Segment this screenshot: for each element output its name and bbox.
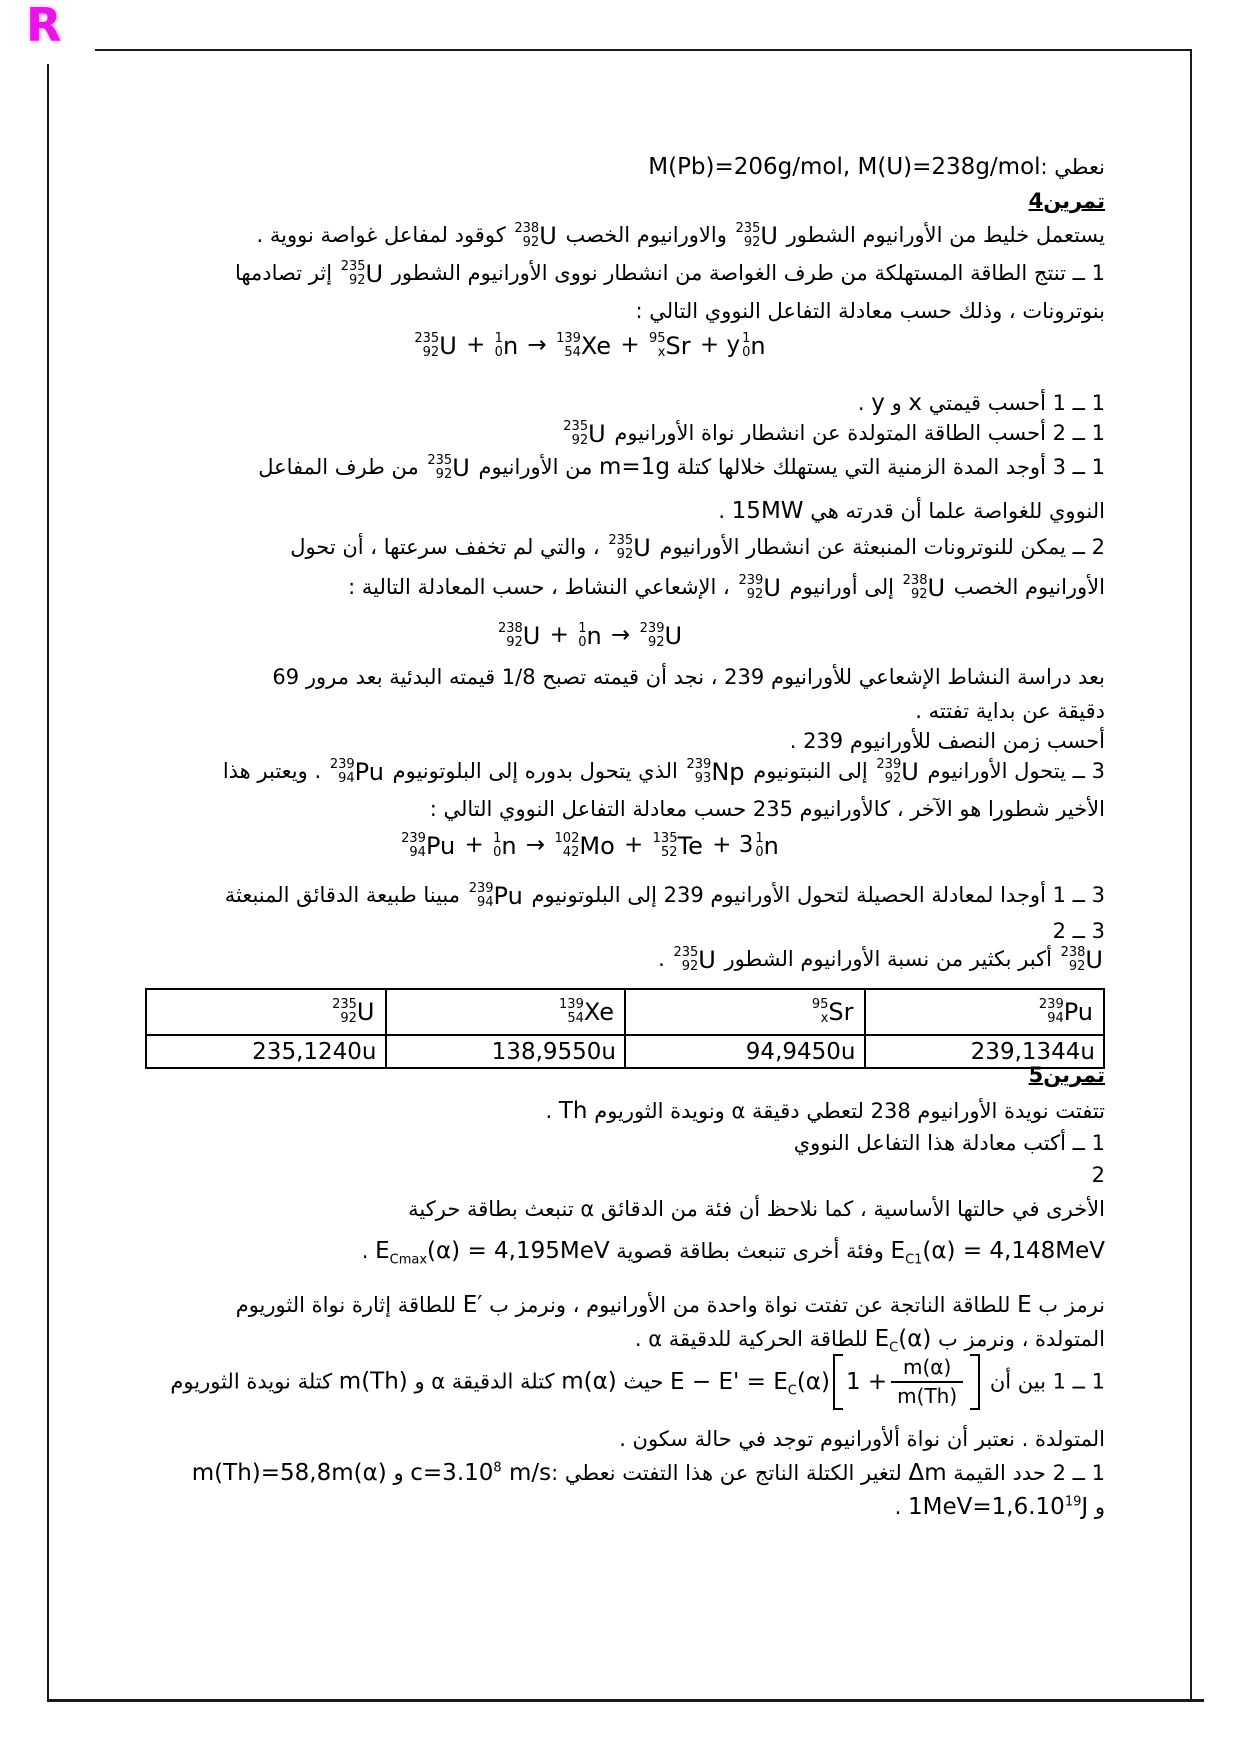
element-symbol: Pu bbox=[1063, 998, 1093, 1026]
ex5-energies bbox=[75, 1234, 1105, 1270]
ex4-activity-text bbox=[75, 662, 1105, 694]
ex4-q1-1 bbox=[75, 386, 1105, 421]
atomic-number: 0 bbox=[755, 844, 764, 860]
nuclide bbox=[493, 832, 517, 859]
ex5-intro bbox=[75, 1094, 1105, 1129]
text-run: 1 ــ 1 أحسب قيمتي bbox=[922, 391, 1105, 415]
atomic-number: 94 bbox=[476, 895, 494, 910]
text-run: ، الإشعاعي النشاط ، حسب المعادلة التالية : bbox=[348, 575, 737, 599]
nuclide-numbers bbox=[401, 832, 426, 859]
mass-number: 239 bbox=[468, 881, 494, 897]
brand-logo: R bbox=[26, 0, 62, 52]
ex4-q1-3 bbox=[75, 450, 1105, 485]
element-symbol: Xe bbox=[580, 331, 612, 360]
isotope-mass-cell: 239,1344u bbox=[865, 1035, 1105, 1068]
math-group: $c=3.10^8$ m/s bbox=[410, 1460, 552, 1486]
nuclide-numbers bbox=[555, 832, 580, 859]
atomic-number: 94 bbox=[338, 771, 355, 786]
mass-number: 238 bbox=[1060, 945, 1086, 961]
nuclide bbox=[812, 998, 854, 1025]
nuclide-numbers bbox=[495, 332, 503, 359]
ex4-intro bbox=[75, 220, 1105, 252]
atomic-number: 0 bbox=[578, 634, 587, 650]
fraction-numerator: m(α) bbox=[891, 1354, 963, 1383]
element-symbol: Np bbox=[711, 758, 745, 786]
isotope-header-cell bbox=[146, 989, 386, 1035]
nuclide-numbers bbox=[687, 758, 712, 785]
mass-number: 235 bbox=[427, 453, 453, 469]
element-symbol: n bbox=[586, 621, 602, 650]
ex5-notation bbox=[75, 1288, 1105, 1323]
element-symbol: Pu bbox=[425, 831, 456, 860]
text-run: للطاقة الناتجة عن تفتت نواة واحدة من الأورانيوم ، ونرمز ب bbox=[482, 1293, 1018, 1317]
nuclide-numbers bbox=[330, 758, 355, 785]
mass-number: 238 bbox=[902, 573, 928, 589]
table-value-row bbox=[146, 1035, 1104, 1068]
text-run: المتولدة . نعتبر أن نواة ألأورانيوم توجد في حالة سكون . bbox=[619, 1427, 1105, 1451]
mass-number: 235 bbox=[332, 997, 357, 1013]
text-run: تمرين4 bbox=[1028, 189, 1105, 213]
isotope-header-cell bbox=[386, 989, 626, 1035]
bracket-group: 1 + $\frac{m(\alpha)}{m(Th)}$ bbox=[833, 1354, 980, 1410]
mass-number: 1 bbox=[742, 330, 751, 346]
math-group: Δm bbox=[908, 1460, 947, 1486]
atomic-number: 92 bbox=[647, 634, 665, 650]
isotope-mass-table bbox=[145, 988, 1105, 1069]
mass-number: 239 bbox=[876, 757, 902, 773]
latin-run: m=1g bbox=[599, 454, 670, 480]
atomic-number: 92 bbox=[422, 344, 440, 360]
text-run: نعطي : bbox=[1040, 155, 1105, 179]
text-run: كتلة نويدة الثوريوم bbox=[170, 1369, 339, 1394]
ex5-q1-2 bbox=[75, 1456, 1105, 1491]
nuclide-numbers bbox=[653, 832, 678, 859]
nuclide-numbers bbox=[1039, 998, 1064, 1025]
text-run: 3 ــ يتحول الأورانيوم bbox=[920, 759, 1105, 783]
text-run: المتولدة ، ونرمز ب bbox=[931, 1327, 1105, 1351]
nuclide bbox=[514, 222, 556, 249]
fraction bbox=[891, 1354, 963, 1410]
right-bracket bbox=[970, 1354, 980, 1410]
text-run: والاورانيوم الخصب bbox=[558, 223, 734, 247]
nuclide-numbers bbox=[578, 622, 586, 649]
math-group: m(α) bbox=[561, 1368, 617, 1395]
isotope-mass-cell: 138,9550u bbox=[386, 1035, 626, 1068]
mass-number: 239 bbox=[639, 620, 665, 636]
mass-number: 235 bbox=[608, 533, 634, 549]
text-run: الذي يتحول بدوره إلى البلوتونيوم bbox=[385, 759, 685, 783]
nuclide bbox=[414, 332, 456, 359]
nuclide bbox=[555, 832, 615, 859]
element-symbol: U bbox=[588, 420, 606, 448]
latin-run: 15MW bbox=[731, 498, 804, 524]
atomic-number: x bbox=[820, 1011, 829, 1026]
isotope-header-cell bbox=[625, 989, 865, 1035]
text-run: . bbox=[857, 391, 872, 415]
text-run: 1 ــ تنتج الطاقة المستهلكة من طرف الغواصة من انشطار نووى الأورانيوم الشطور bbox=[385, 261, 1105, 285]
text-run: يستعمل خليط من الأورانيوم الشطور bbox=[779, 223, 1105, 247]
text-run: كتلة الدقيقة α و bbox=[407, 1369, 562, 1394]
text-run: . bbox=[361, 1239, 376, 1263]
mass-number: 235 bbox=[340, 259, 366, 275]
text-run: تتفتت نويدة الأورانيوم 238 لتعطي دقيقة α ونويدة الثوريوم bbox=[587, 1099, 1105, 1123]
latin-run: E′ bbox=[462, 1292, 483, 1318]
subscript: C bbox=[889, 1340, 899, 1356]
atomic-number: 0 bbox=[742, 344, 751, 360]
text-run: 3 ــ 1 أوجدا لمعادلة الحصيلة لتحول الأورانيوم 239 إلى البلوتونيوم bbox=[524, 883, 1105, 907]
math-group: $E_C(\alpha)$ bbox=[874, 1326, 932, 1356]
mass-number: 235 bbox=[414, 330, 440, 346]
atomic-number: 0 bbox=[494, 344, 503, 360]
nuclide bbox=[1061, 946, 1103, 973]
text-run: تمرين5 bbox=[1028, 1063, 1105, 1087]
nuclide bbox=[427, 454, 469, 481]
element-symbol: U bbox=[539, 222, 557, 250]
nuclide bbox=[563, 420, 605, 447]
nuclide bbox=[673, 946, 715, 973]
element-symbol: U bbox=[901, 758, 919, 786]
atomic-number: 92 bbox=[910, 587, 928, 602]
latin-run: M(Pb)=206g/mol, M(U)=238g/mol bbox=[648, 154, 1041, 180]
text-run: 1 ــ 2 حدد القيمة bbox=[946, 1461, 1105, 1485]
nuclide-numbers bbox=[469, 882, 494, 909]
atomic-number: 54 bbox=[564, 344, 581, 360]
math-group: $E - E' = E_C(\alpha)$ 1 + $\frac{m(\alpha)}{m(Th)}$ bbox=[670, 1369, 983, 1395]
given-molar-masses bbox=[75, 150, 1105, 185]
mass-number: 235 bbox=[563, 419, 589, 435]
mass-number: 239 bbox=[1038, 997, 1064, 1013]
atomic-number: 54 bbox=[567, 1011, 584, 1026]
ex5-q1-2-cont bbox=[75, 1490, 1105, 1525]
text-run: إلى النبتونيوم bbox=[746, 759, 875, 783]
nuclide-numbers bbox=[556, 332, 581, 359]
atomic-number: 52 bbox=[660, 844, 678, 860]
nuclide bbox=[903, 574, 945, 601]
nuclide bbox=[653, 832, 703, 859]
mass-number: 102 bbox=[554, 830, 580, 846]
mass-number: 1 bbox=[494, 330, 503, 346]
atomic-number: 92 bbox=[884, 771, 902, 786]
math-group: 239 94 Pu + 1 0 n → 102 42 Mo + 135 52 Te + 3 1 0 n bbox=[401, 830, 779, 860]
fraction-denominator: m(Th) bbox=[897, 1384, 958, 1408]
text-run: أحسب زمن النصف للأورانيوم 239 . bbox=[789, 729, 1105, 753]
mass-number: 95 bbox=[648, 330, 666, 346]
nuclide-numbers bbox=[341, 260, 366, 287]
element-symbol: Te bbox=[677, 831, 703, 860]
atomic-number: 92 bbox=[616, 547, 634, 562]
text-run: الأخرى في حالتها الأساسية ، كما نلاحظ أن فئة من الدقائق α تنبعث بطاقة حركية bbox=[408, 1197, 1105, 1221]
mass-number: 238 bbox=[514, 221, 540, 237]
element-symbol: U bbox=[927, 574, 946, 602]
nuclide-numbers bbox=[649, 332, 666, 359]
element-symbol: Pu bbox=[493, 882, 523, 910]
nuclide-numbers bbox=[559, 998, 584, 1025]
text-run: حيث bbox=[616, 1369, 671, 1394]
nuclide bbox=[330, 758, 384, 785]
ex4-q1 bbox=[75, 258, 1105, 290]
ex4-q3-2-cont bbox=[75, 944, 1105, 976]
nuclide bbox=[332, 998, 374, 1025]
ex4-activity-cont bbox=[75, 696, 1105, 728]
atomic-number: 92 bbox=[746, 587, 764, 602]
element-symbol: n bbox=[501, 831, 517, 860]
capture-equation bbox=[5, 616, 1105, 653]
text-run: الأورانيوم الخصب bbox=[947, 575, 1105, 599]
ex4-q2-cont bbox=[75, 572, 1105, 604]
text-run: . bbox=[718, 499, 732, 523]
nuclide-numbers bbox=[514, 222, 539, 249]
nuclide bbox=[469, 882, 523, 909]
text-run: و bbox=[884, 391, 909, 415]
fission-equation bbox=[5, 326, 1105, 363]
ex5-q2 bbox=[75, 1160, 1105, 1192]
text-run: و bbox=[1088, 1495, 1105, 1519]
element-symbol: U bbox=[452, 454, 470, 482]
nuclide bbox=[498, 622, 540, 649]
nuclide bbox=[341, 260, 383, 287]
mass-number: 239 bbox=[686, 757, 712, 773]
nuclide bbox=[578, 622, 602, 649]
ex4-q1-3-cont bbox=[75, 494, 1105, 529]
atomic-number: 92 bbox=[348, 273, 366, 288]
text-run: . bbox=[658, 947, 672, 971]
nuclide-numbers bbox=[640, 622, 665, 649]
nuclide-numbers bbox=[493, 832, 501, 859]
math-group: 238 92 U + 1 0 n → 239 92 U bbox=[497, 620, 683, 650]
nuclide bbox=[876, 758, 918, 785]
nuclide-numbers bbox=[1061, 946, 1086, 973]
text-run: أكبر بكثير من نسبة الأورانيوم الشطور bbox=[717, 947, 1059, 971]
text-run: الأخير شطورا هو الآخر ، كالأورانيوم 235 حسب معادلة التفاعل النووي التالي : bbox=[429, 797, 1105, 821]
mass-number: 235 bbox=[673, 945, 699, 961]
element-symbol: U bbox=[698, 946, 716, 974]
nuclide-numbers bbox=[739, 574, 764, 601]
element-symbol: U bbox=[439, 331, 457, 360]
nuclide bbox=[401, 832, 455, 859]
text-run: . ويعتبر هذا bbox=[222, 759, 328, 783]
atomic-number: 92 bbox=[522, 235, 540, 250]
text-run: مبينا طبيعة الدقائق المنبعثة bbox=[224, 883, 467, 907]
nuclide-numbers bbox=[903, 574, 928, 601]
nuclide bbox=[556, 332, 611, 359]
atomic-number: 93 bbox=[694, 771, 712, 786]
subscript: C1 bbox=[905, 1252, 923, 1268]
mass-number: 135 bbox=[652, 830, 678, 846]
table-header-row bbox=[146, 989, 1104, 1035]
superscript: 19 bbox=[1064, 1494, 1082, 1510]
nuclide-numbers bbox=[414, 332, 439, 359]
ex4-q3-2 bbox=[75, 916, 1105, 948]
element-symbol: U bbox=[763, 574, 781, 602]
latin-run: Th bbox=[558, 1098, 588, 1124]
element-symbol: U bbox=[356, 998, 375, 1026]
text-run: دقيقة عن بداية تفتته . bbox=[915, 699, 1105, 723]
element-symbol: Pu bbox=[354, 758, 384, 786]
nuclide bbox=[736, 222, 778, 249]
text-run: النووي للغواصة علما أن قدرته هي bbox=[803, 499, 1105, 523]
atomic-number: 42 bbox=[562, 844, 580, 860]
element-symbol: U bbox=[664, 621, 683, 650]
atomic-number: 92 bbox=[681, 959, 699, 974]
nuclide bbox=[640, 622, 682, 649]
atomic-number: 0 bbox=[493, 844, 502, 860]
element-symbol: n bbox=[750, 331, 766, 360]
isotope-mass-cell: 94,9450u bbox=[625, 1035, 865, 1068]
ex4-q1-2 bbox=[75, 418, 1105, 450]
nuclide-numbers bbox=[742, 332, 750, 359]
mass-number: 139 bbox=[559, 997, 584, 1013]
element-symbol: U bbox=[365, 260, 384, 288]
element-symbol: Xe bbox=[583, 998, 614, 1026]
mass-number: 139 bbox=[556, 330, 581, 346]
element-symbol: Mo bbox=[579, 831, 615, 860]
text-run: لتغير الكتلة الناتج عن هذا التفتت نعطي : bbox=[551, 1461, 909, 1485]
nuclide bbox=[739, 574, 781, 601]
atomic-number: 94 bbox=[409, 844, 426, 860]
text-run: كوقود لمفاعل غواصة نووية . bbox=[256, 223, 513, 247]
mass-number: 239 bbox=[401, 830, 426, 846]
text-run: إثر تصادمها bbox=[234, 261, 339, 285]
ex4-q3-cont bbox=[75, 794, 1105, 826]
mass-number: 239 bbox=[738, 573, 764, 589]
nuclide-numbers bbox=[673, 946, 698, 973]
text-run: 3 ــ 2 bbox=[1052, 919, 1105, 943]
nuclide-numbers bbox=[332, 998, 357, 1025]
math-group: $1MeV=1,6.10^{19}J$ bbox=[908, 1494, 1089, 1520]
nuclide bbox=[687, 758, 745, 785]
text-run: بنوترونات ، وذلك حسب معادلة التفاعل النووي التالي : bbox=[635, 299, 1105, 323]
atomic-number: 92 bbox=[1068, 959, 1086, 974]
text-run: إلى أورانيوم bbox=[782, 575, 901, 599]
text-run: بعد دراسة النشاط الإشعاعي للأورانيوم 239 ، نجد أن قيمته تصبح 1/8 قيمته البدئية بعد مرور 69 bbox=[272, 665, 1105, 689]
atomic-number: 94 bbox=[1047, 1011, 1064, 1026]
nuclide bbox=[649, 332, 691, 359]
ex5-rest-assumption bbox=[75, 1424, 1105, 1456]
atomic-number: 92 bbox=[571, 433, 589, 448]
atomic-number: x bbox=[657, 344, 666, 360]
nuclide-numbers bbox=[563, 420, 588, 447]
math-group: $E_{Cmax}(\alpha) = 4,195MeV$ bbox=[375, 1238, 610, 1268]
subscript: C bbox=[787, 1383, 797, 1399]
mass-number: 95 bbox=[811, 997, 829, 1013]
text-run: و bbox=[386, 1461, 411, 1485]
text-run: من الأورانيوم bbox=[471, 455, 600, 479]
text-run: للطاقة إثارة نواة الثوريوم bbox=[235, 1293, 463, 1317]
nuclide-numbers bbox=[736, 222, 761, 249]
text-run: . bbox=[545, 1099, 559, 1123]
ex4-half-life-q bbox=[75, 726, 1105, 758]
ex4-q3 bbox=[75, 756, 1105, 788]
nuclide bbox=[755, 832, 779, 859]
ex4-q1-cont bbox=[75, 296, 1105, 328]
nuclide-numbers bbox=[755, 832, 763, 859]
element-symbol: U bbox=[760, 222, 778, 250]
text-run: من طرف المفاعل bbox=[258, 455, 426, 479]
superscript: 8 bbox=[493, 1460, 502, 1476]
text-run: 2 bbox=[1091, 1163, 1105, 1187]
math-group: m(Th) bbox=[338, 1368, 408, 1395]
element-symbol: U bbox=[522, 621, 541, 650]
atomic-number: 92 bbox=[340, 1011, 357, 1026]
ex5-q1 bbox=[75, 1128, 1105, 1160]
nuclide bbox=[559, 998, 614, 1025]
nuclide bbox=[608, 534, 650, 561]
isotope-header-cell bbox=[865, 989, 1105, 1035]
ex5-q1-1-formula bbox=[75, 1354, 1105, 1410]
text-run: للطاقة الحركية للدقيقة α . bbox=[634, 1327, 875, 1351]
atomic-number: 92 bbox=[435, 467, 453, 482]
latin-run: y bbox=[871, 390, 885, 416]
text-run: 1 ــ 2 أحسب الطاقة المتولدة عن انشطار نواة الأورانيوم bbox=[607, 421, 1105, 445]
mass-number: 1 bbox=[755, 830, 764, 846]
mass-number: 238 bbox=[497, 620, 523, 636]
text-run: 1 ــ أكتب معادلة هذا التفاعل النووي bbox=[793, 1131, 1105, 1155]
nuclide bbox=[495, 332, 519, 359]
nuclide-numbers bbox=[498, 622, 523, 649]
mass-number: 1 bbox=[493, 830, 502, 846]
nuclide bbox=[742, 332, 766, 359]
element-symbol: Sr bbox=[665, 331, 691, 360]
ex4-q3-1 bbox=[75, 880, 1105, 912]
text-run: 1 ــ 1 بين أن bbox=[983, 1369, 1105, 1394]
ex5-notation-cont bbox=[75, 1322, 1105, 1358]
element-symbol: U bbox=[633, 534, 651, 562]
ex5-q2-cont bbox=[75, 1194, 1105, 1226]
pu-fission-equation bbox=[5, 826, 1105, 863]
latin-run: E bbox=[1017, 1292, 1032, 1318]
mass-number: 239 bbox=[329, 757, 355, 773]
atomic-number: 92 bbox=[506, 634, 523, 650]
exercise4-title bbox=[75, 186, 1105, 218]
nuclide-numbers bbox=[608, 534, 633, 561]
text-run: 2 ــ يمكن للنوترونات المنبعثة عن انشطار الأورانيوم bbox=[652, 535, 1105, 559]
isotope-mass-cell: 235,1240u bbox=[146, 1035, 386, 1068]
atomic-number: 92 bbox=[743, 235, 761, 250]
mass-number: 1 bbox=[578, 620, 587, 636]
text-run: ، والتي لم تخفف سرعتها ، أن تحول bbox=[290, 535, 607, 559]
text-run: . bbox=[894, 1495, 909, 1519]
mass-number: 235 bbox=[735, 221, 761, 237]
nuclide-numbers bbox=[427, 454, 452, 481]
math-group: $E_{C1}(\alpha) = 4,148MeV$ bbox=[890, 1238, 1105, 1268]
nuclide-numbers bbox=[812, 998, 829, 1025]
math-group: m(Th)=58,8m(α) bbox=[191, 1460, 387, 1486]
left-bracket bbox=[833, 1354, 843, 1410]
element-symbol: Sr bbox=[828, 998, 854, 1026]
nuclide-numbers bbox=[876, 758, 901, 785]
text-run: نرمز ب bbox=[1031, 1293, 1105, 1317]
element-symbol: n bbox=[502, 331, 519, 360]
math-group: 235 92 U + 1 0 n → 139 54 Xe + 95 x Sr + y 1 0 n bbox=[414, 330, 766, 360]
ex4-q2 bbox=[75, 532, 1105, 564]
text-run: 1 ــ 3 أوجد المدة الزمنية التي يستهلك خلالها كتلة bbox=[669, 455, 1105, 479]
element-symbol: U bbox=[1085, 946, 1103, 974]
latin-run: x bbox=[908, 390, 923, 416]
element-symbol: n bbox=[763, 831, 779, 860]
text-run: وفئة أخرى تنبعث بطاقة قصوية bbox=[609, 1239, 891, 1263]
nuclide bbox=[1039, 998, 1093, 1025]
subscript: Cmax bbox=[389, 1252, 428, 1268]
